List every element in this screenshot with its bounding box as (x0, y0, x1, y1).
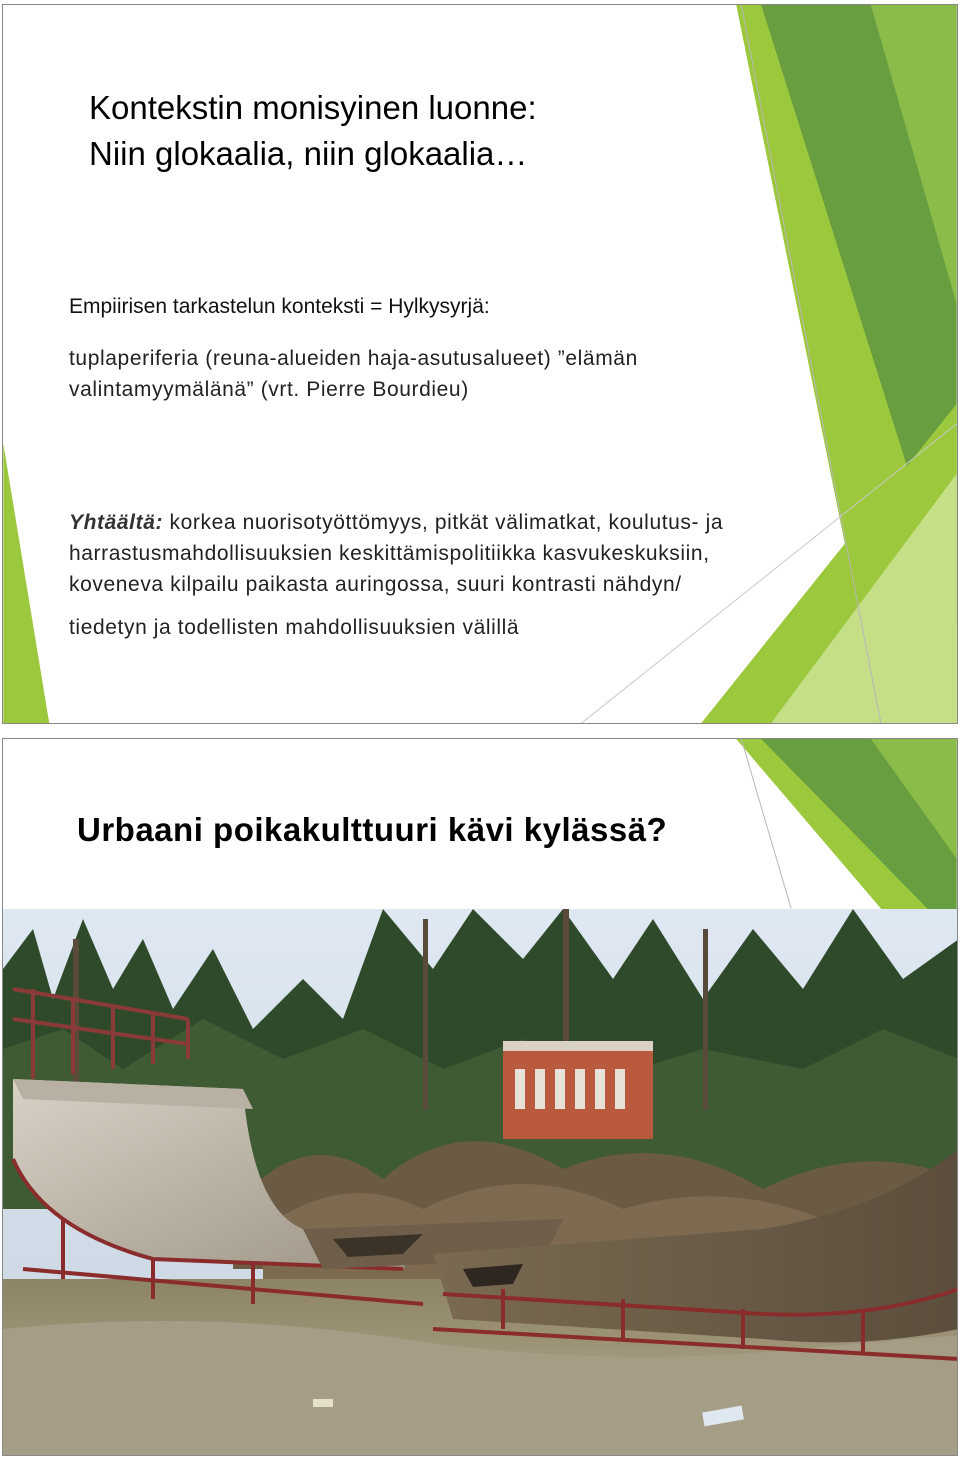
slide-title-line-1: Kontekstin monisyinen luonne: (89, 89, 537, 126)
slide-1 (2, 4, 958, 724)
context-description-line-1: tuplaperiferia (reuna-alueiden haja-asutusalueet) ”elämän (69, 347, 638, 370)
context-description-line-2: valintamyymälänä” (vrt. Pierre Bourdieu) (69, 378, 469, 401)
context-details-line-2: harrastusmahdollisuuksien keskittämispolitiikka kasvukeskuksiin, (69, 542, 710, 565)
slide-title (89, 85, 537, 177)
skate-ramp-photo (3, 909, 958, 1456)
context-details (69, 507, 919, 643)
lead-label: Yhtäältä: (69, 511, 164, 534)
context-details-line-3: koveneva kilpailu paikasta auringossa, suuri kontrasti nähdyn/ (69, 573, 682, 596)
context-heading: Empiirisen tarkastelun konteksti = Hylkysyrjä: (69, 295, 490, 318)
context-details-line-1 (69, 507, 919, 538)
slide-title: Urbaani poikakulttuuri kävi kylässä? (77, 811, 668, 848)
context-details-line-4: tiedetyn ja todellisten mahdollisuuksien välillä (69, 616, 520, 639)
slide-title-line-2: Niin glokaalia, niin glokaalia… (89, 135, 528, 172)
context-description (69, 343, 829, 405)
context-details-line-1-text: korkea nuorisotyöttömyys, pitkät välimatkat, koulutus- ja (163, 511, 724, 534)
slide-2 (2, 738, 958, 1456)
